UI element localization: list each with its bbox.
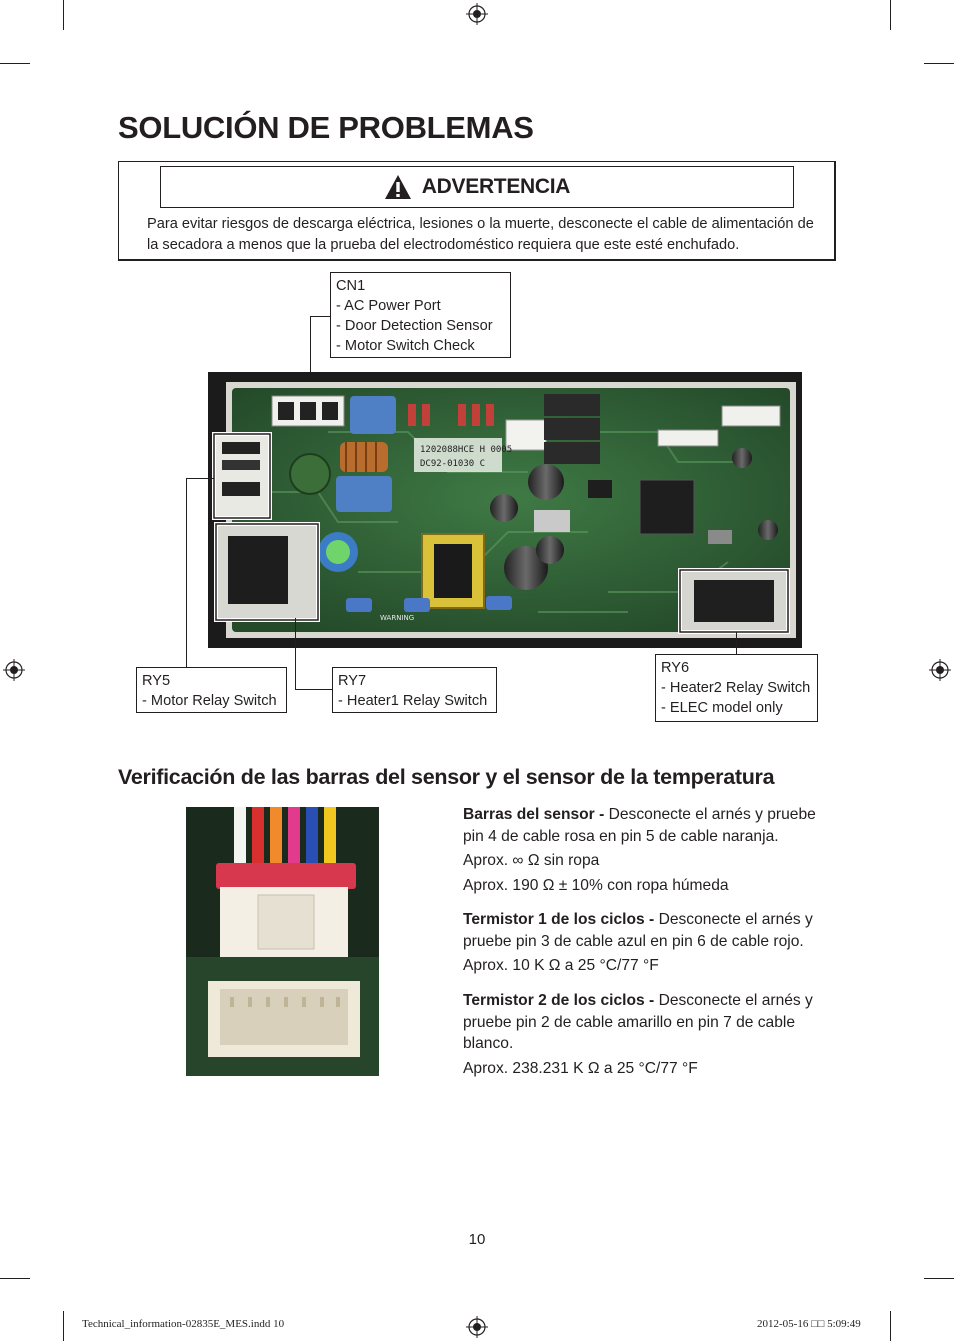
callout-line: - AC Power Port (336, 298, 441, 314)
crop-mark (890, 0, 891, 30)
paragraph-label: Barras del sensor - (463, 806, 605, 823)
crop-mark (63, 0, 64, 30)
page-number: 10 (468, 1231, 486, 1248)
leader-line (295, 689, 332, 690)
callout-ry7 (332, 667, 497, 713)
callout-line: - Motor Switch Check (336, 338, 475, 354)
board-silkscreen: 1202088HCE H 0005 (420, 445, 513, 455)
paragraph-text: Desconecte el arnés y pruebe pin 3 de cable azul en pin 6 de cable rojo. (463, 911, 813, 950)
section-title: Verificación de las barras del sensor y el sensor de la temperatura (118, 765, 775, 789)
callout-cn1 (330, 272, 511, 358)
measurement-value: Aprox. 190 Ω ± 10% con ropa húmeda (463, 876, 729, 894)
measurement-value: Aprox. ∞ Ω sin ropa (463, 852, 600, 869)
warning-triangle-icon (384, 174, 412, 200)
callout-line: - Heater2 Relay Switch (661, 680, 811, 696)
leader-line (186, 478, 187, 667)
leader-line (736, 632, 737, 654)
registration-mark-icon (466, 3, 488, 25)
footer-filename: Technical_information-02835E_MES.indd 10 (82, 1318, 285, 1330)
crop-mark (924, 1278, 954, 1279)
callout-line: - ELEC model only (661, 700, 783, 716)
board-silkscreen: DC92-01030 C (420, 459, 486, 469)
callout-ry5 (136, 667, 287, 713)
callout-line: RY7 (338, 673, 367, 689)
thermistor-1-paragraph (463, 909, 833, 977)
leader-line (310, 316, 330, 317)
crop-mark (0, 63, 30, 64)
sensor-harness-photo (186, 807, 379, 1076)
crop-mark (63, 1311, 64, 1341)
callout-ry6 (655, 654, 818, 722)
callout-line: - Door Detection Sensor (336, 318, 493, 334)
thermistor-2-paragraph (463, 990, 833, 1079)
callout-line: RY5 (142, 673, 171, 689)
footer-timestamp: 2012-05-16 □□ 5:09:49 (757, 1318, 861, 1330)
registration-mark-icon (929, 659, 951, 681)
measurement-value: Aprox. 238.231 K Ω a 25 °C/77 °F (463, 1059, 698, 1077)
paragraph-text: Desconecte el arnés y pruebe pin 2 de cable amarillo en pin 7 de cable blanco. (463, 992, 813, 1052)
paragraph-body (463, 909, 833, 952)
registration-mark-icon (3, 659, 25, 681)
warning-heading-label: ADVERTENCIA (421, 175, 571, 198)
paragraph-body (463, 804, 833, 847)
warning-heading (160, 166, 794, 208)
paragraph-label: Termistor 1 de los ciclos - (463, 911, 655, 928)
warning-text: Para evitar riesgos de descarga eléctrica, lesiones o la muerte, desconecte el cable de alimentación de la secadora a menos que la prueba del electrodoméstico requiera que este esté enchufado. (147, 216, 814, 253)
callout-line: - Heater1 Relay Switch (338, 693, 488, 709)
measurement-value: Aprox. 10 K Ω a 25 °C/77 °F (463, 957, 659, 974)
page-title: SOLUCIÓN DE PROBLEMAS (118, 110, 534, 145)
callout-line: CN1 (336, 278, 366, 294)
crop-mark (924, 63, 954, 64)
callout-line: - Motor Relay Switch (142, 693, 277, 709)
paragraph-text: Desconecte el arnés y pruebe pin 4 de cable rosa en pin 5 de cable naranja. (463, 806, 816, 845)
leader-line (295, 618, 296, 690)
paragraph-label: Termistor 2 de los ciclos - (463, 992, 655, 1009)
paragraph-body (463, 990, 833, 1055)
sensor-bars-paragraph (463, 804, 833, 896)
registration-mark-icon (466, 1316, 488, 1338)
control-board-photo (208, 372, 802, 648)
crop-mark (0, 1278, 30, 1279)
crop-mark (890, 1311, 891, 1341)
board-warning-print: WARNING (380, 614, 415, 622)
leader-line (186, 478, 214, 479)
callout-line: RY6 (661, 660, 690, 676)
